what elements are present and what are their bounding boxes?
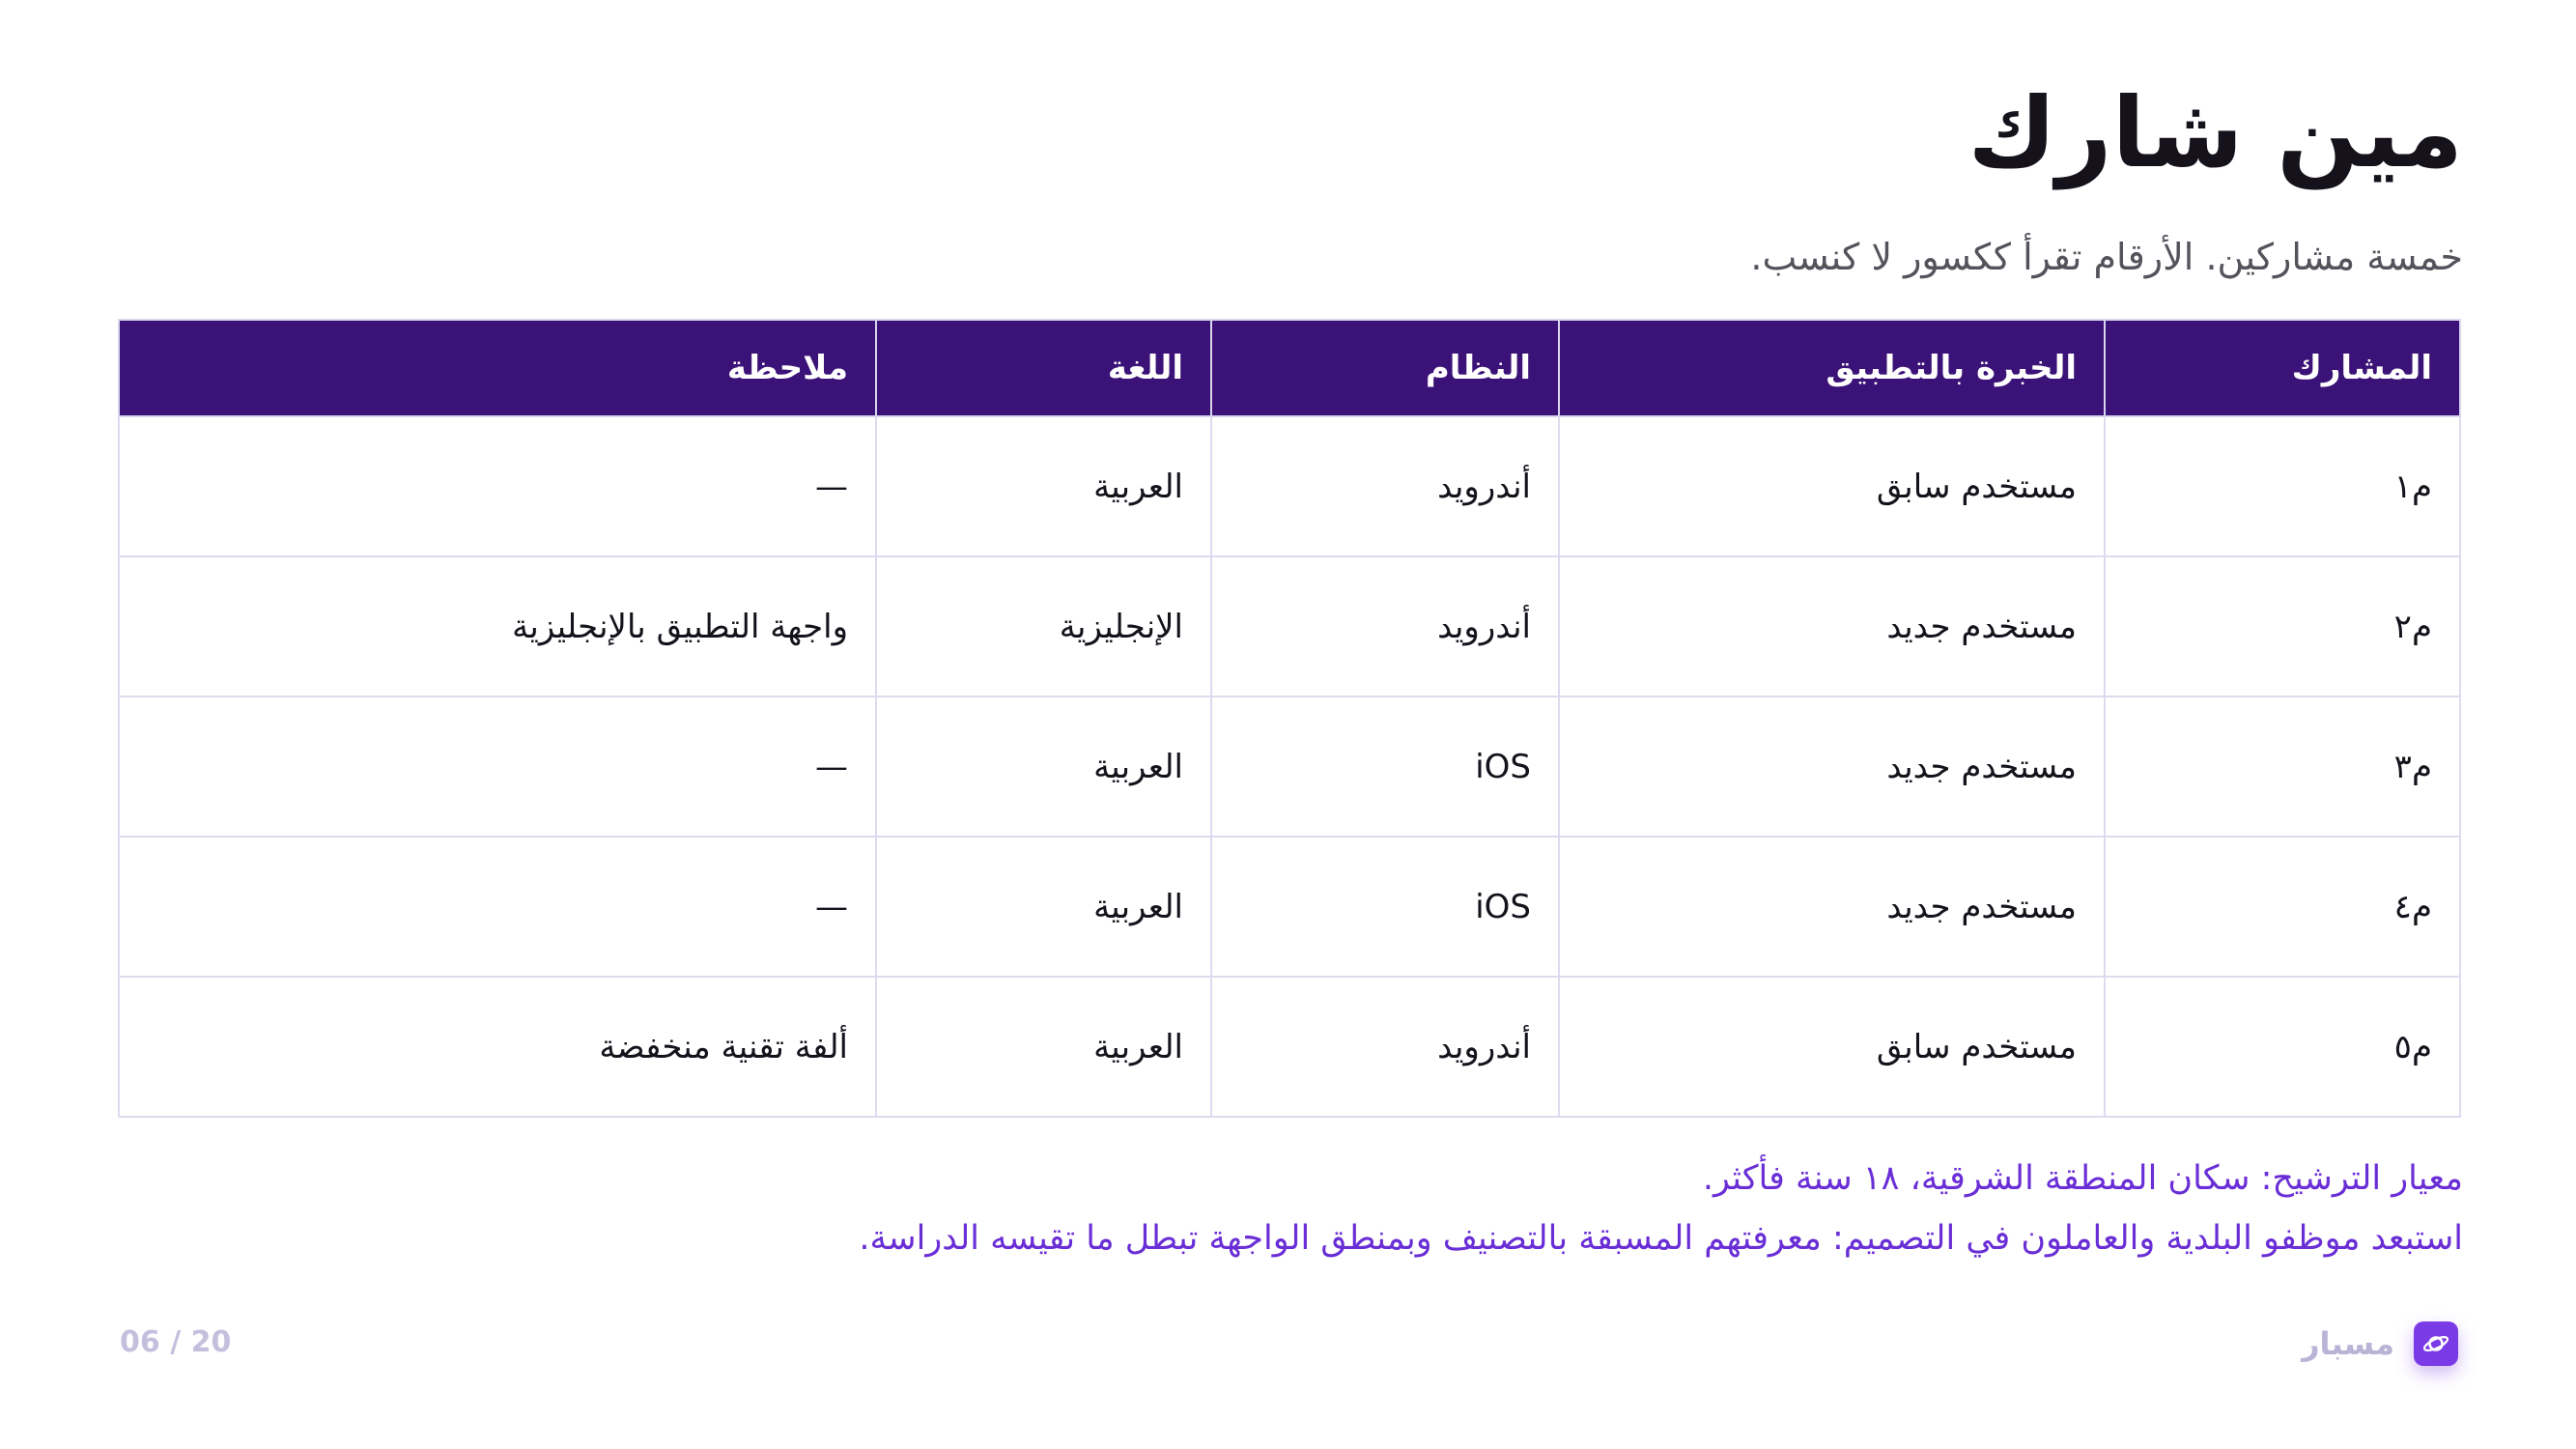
cell-os: iOS — [1211, 696, 1559, 837]
column-header-app-experience: الخبرة بالتطبيق — [1559, 320, 2105, 416]
brand — [2302, 1321, 2458, 1366]
cell-experience: مستخدم سابق — [1559, 416, 2105, 556]
cell-language: العربية — [876, 696, 1211, 837]
table-row — [119, 977, 2460, 1117]
column-header-os: النظام — [1211, 320, 1559, 416]
slide-title: مين شارك — [1967, 76, 2463, 189]
cell-note: — — [119, 696, 876, 837]
table-header-row — [119, 320, 2460, 416]
cell-os: أندرويد — [1211, 977, 1559, 1117]
exclusion-note: استبعد موظفو البلدية والعاملون في التصميم: معرفتهم المسبقة بالتصنيف وبمنطق الواجهة تبطل ما تقيسه الدراسة. — [859, 1219, 2463, 1258]
planet-icon — [2414, 1321, 2458, 1366]
cell-experience: مستخدم سابق — [1559, 977, 2105, 1117]
cell-language: العربية — [876, 977, 1211, 1117]
cell-note: واجهة التطبيق بالإنجليزية — [119, 556, 876, 696]
cell-participant: م٣ — [2105, 696, 2460, 837]
cell-os: أندرويد — [1211, 556, 1559, 696]
table-row — [119, 837, 2460, 977]
table-row — [119, 416, 2460, 556]
slide-subtitle: خمسة مشاركين. الأرقام تقرأ ككسور لا كنسب. — [1750, 236, 2463, 278]
cell-participant: م٤ — [2105, 837, 2460, 977]
cell-experience: مستخدم جديد — [1559, 837, 2105, 977]
cell-language: العربية — [876, 837, 1211, 977]
cell-participant: م٢ — [2105, 556, 2460, 696]
cell-experience: مستخدم جديد — [1559, 696, 2105, 837]
column-header-language: اللغة — [876, 320, 1211, 416]
cell-experience: مستخدم جديد — [1559, 556, 2105, 696]
cell-language: العربية — [876, 416, 1211, 556]
brand-name: مسبار — [2302, 1325, 2394, 1362]
recruitment-criteria-note: معيار الترشيح: سكان المنطقة الشرقية، ١٨ سنة فأكثر. — [1702, 1159, 2463, 1198]
cell-participant: م١ — [2105, 416, 2460, 556]
page-number: 06 / 20 — [120, 1325, 232, 1359]
participants-table — [118, 319, 2461, 1118]
cell-language: الإنجليزية — [876, 556, 1211, 696]
table-row — [119, 696, 2460, 837]
cell-note: — — [119, 416, 876, 556]
cell-os: أندرويد — [1211, 416, 1559, 556]
table-row — [119, 556, 2460, 696]
column-header-note: ملاحظة — [119, 320, 876, 416]
cell-note: — — [119, 837, 876, 977]
column-header-participant: المشارك — [2105, 320, 2460, 416]
cell-note: ألفة تقنية منخفضة — [119, 977, 876, 1117]
participants-table-container — [120, 319, 2461, 1118]
cell-participant: م٥ — [2105, 977, 2460, 1117]
cell-os: iOS — [1211, 837, 1559, 977]
